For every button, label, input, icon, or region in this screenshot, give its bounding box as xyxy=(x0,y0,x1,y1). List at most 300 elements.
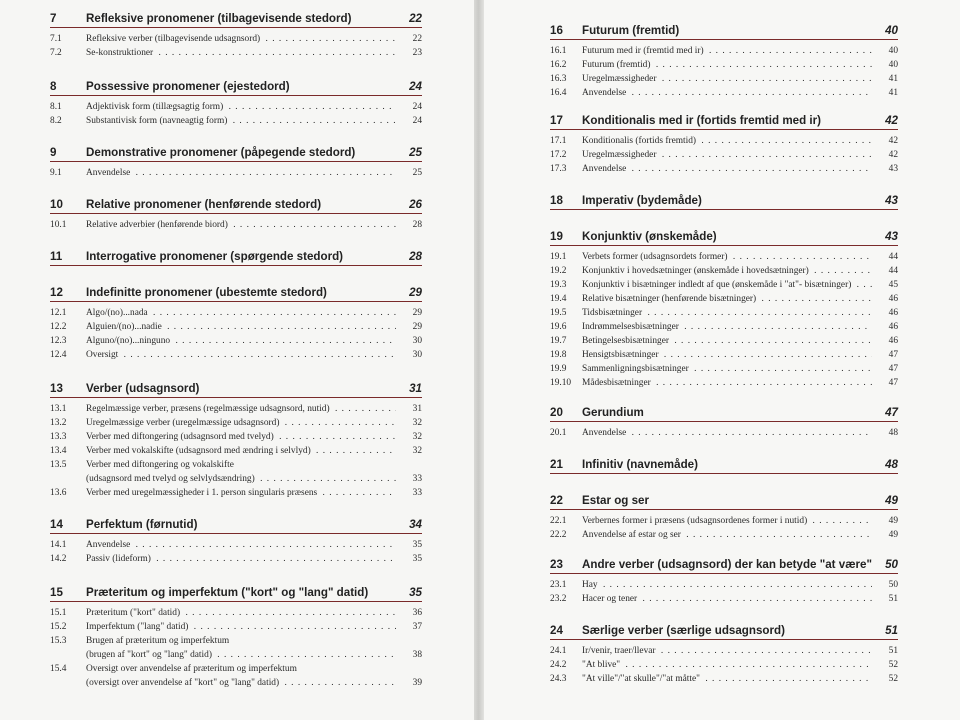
section-title-text: (oversigt over anvendelse af "kort" og "lang" datid) xyxy=(86,678,280,688)
section-page-number: 29 xyxy=(412,322,422,332)
section-title-text: Anvendelse xyxy=(582,88,627,98)
toc-entry xyxy=(50,334,422,348)
section-page-number: 47 xyxy=(888,350,898,360)
section-title xyxy=(86,430,396,444)
section-title-text: Verber med diftongering og vokalskifte xyxy=(86,460,234,470)
section-number: 17.3 xyxy=(550,164,567,174)
section-page-number: 35 xyxy=(412,540,422,550)
section-title-text: Relative adverbier (henførende biord) xyxy=(86,220,228,230)
section-title-line xyxy=(582,426,872,440)
section-page-number: 29 xyxy=(412,308,422,318)
section-page-number: 45 xyxy=(888,280,898,290)
chapter-9 xyxy=(50,144,422,180)
section-title xyxy=(582,148,872,162)
section-number: 15.3 xyxy=(50,636,67,646)
section-title-text: Konjunktiv i bisætninger indledt af que (ønskemåde i "at"- bisætninger) xyxy=(582,280,852,290)
chapter-title: Infinitiv (navnemåde) xyxy=(582,458,698,471)
section-list xyxy=(50,218,422,232)
section-page-number: 35 xyxy=(412,554,422,564)
section-title-text: Futurum (fremtid) xyxy=(582,60,651,70)
section-title-line xyxy=(582,658,872,672)
section-title xyxy=(582,376,872,390)
toc-entry xyxy=(50,416,422,430)
chapter-number: 8 xyxy=(50,80,57,93)
section-title-text: Oversigt xyxy=(86,350,119,360)
toc-entry xyxy=(550,334,898,348)
section-page-number: 49 xyxy=(888,516,898,526)
chapter-heading xyxy=(50,78,422,96)
section-page-number: 37 xyxy=(412,622,422,632)
chapter-number: 20 xyxy=(550,406,563,419)
chapter-page-number: 49 xyxy=(885,494,898,507)
section-title-line xyxy=(582,592,872,606)
section-title-text: (udsagnsord med tvelyd og selvlydsændring) xyxy=(86,474,255,484)
chapter-title: Konditionalis med ir (fortids fremtid med ir) xyxy=(582,114,821,127)
toc-entry xyxy=(50,444,422,458)
section-title xyxy=(86,100,396,114)
section-title-text: Præteritum ("kort" datid) xyxy=(86,608,181,618)
chapter-title: Verber (udsagnsord) xyxy=(86,382,200,395)
section-list xyxy=(550,644,898,686)
section-title xyxy=(86,114,396,128)
chapter-13 xyxy=(50,380,422,500)
section-title-line xyxy=(86,486,396,500)
toc-entry xyxy=(550,250,898,264)
section-title-line xyxy=(582,514,872,528)
section-title xyxy=(582,292,872,306)
section-list xyxy=(50,606,422,690)
chapter-number: 17 xyxy=(550,114,563,127)
chapter-title: Demonstrative pronomener (påpegende stedord) xyxy=(86,146,356,159)
section-title-text: Substantivisk form (navneagtig form) xyxy=(86,116,228,126)
section-list xyxy=(550,426,898,440)
chapter-page-number: 47 xyxy=(885,406,898,419)
section-page-number: 40 xyxy=(888,60,898,70)
section-number: 14.2 xyxy=(50,554,67,564)
section-title-line xyxy=(582,528,872,542)
section-title-line xyxy=(86,46,396,60)
section-title xyxy=(582,264,872,278)
section-number: 17.1 xyxy=(550,136,567,146)
section-page-number: 39 xyxy=(412,678,422,688)
chapter-heading xyxy=(50,144,422,162)
section-list xyxy=(550,250,898,390)
section-list xyxy=(550,514,898,542)
section-title-line xyxy=(86,606,396,620)
section-title xyxy=(86,306,396,320)
toc-entry xyxy=(50,634,422,662)
chapter-title: Interrogative pronomener (spørgende stedord) xyxy=(86,250,344,263)
toc-entry xyxy=(550,362,898,376)
chapter-heading xyxy=(550,556,898,574)
chapter-page-number: 51 xyxy=(885,624,898,637)
chapter-title: Futurum (fremtid) xyxy=(582,24,680,37)
section-list xyxy=(50,306,422,362)
chapter-heading xyxy=(50,584,422,602)
section-title xyxy=(86,634,396,662)
chapter-title: Perfektum (førnutid) xyxy=(86,518,198,531)
section-list xyxy=(50,166,422,180)
section-page-number: 24 xyxy=(412,116,422,126)
toc-entry xyxy=(550,264,898,278)
section-title-line xyxy=(582,306,872,320)
toc-entry xyxy=(50,402,422,416)
chapter-page-number: 22 xyxy=(409,12,422,25)
book-gutter xyxy=(474,0,484,720)
chapter-heading xyxy=(550,622,898,640)
section-title xyxy=(582,58,872,72)
section-title-text: Verbernes former i præsens (udsagnsordenes former i nutid) xyxy=(582,516,808,526)
section-title-line xyxy=(582,278,872,292)
section-number: 19.4 xyxy=(550,294,567,304)
toc-entry xyxy=(550,86,898,100)
section-page-number: 46 xyxy=(888,308,898,318)
section-page-number: 50 xyxy=(888,580,898,590)
section-title-line xyxy=(86,458,396,472)
section-list xyxy=(50,538,422,566)
chapter-heading xyxy=(550,228,898,246)
section-page-number: 51 xyxy=(888,646,898,656)
chapter-heading xyxy=(50,284,422,302)
section-title-line xyxy=(86,416,396,430)
section-number: 22.2 xyxy=(550,530,567,540)
section-title-line xyxy=(86,306,396,320)
chapter-number: 11 xyxy=(50,250,63,263)
toc-entry xyxy=(550,578,898,592)
section-title xyxy=(86,606,396,620)
chapter-page-number: 24 xyxy=(409,80,422,93)
chapter-page-number: 43 xyxy=(885,194,898,207)
chapter-heading xyxy=(550,404,898,422)
chapter-17 xyxy=(550,112,898,176)
chapter-title: Relative pronomener (henførende stedord) xyxy=(86,198,322,211)
section-title-text: Ir/venir, traer/llevar xyxy=(582,646,656,656)
chapter-heading xyxy=(550,456,898,474)
section-title xyxy=(86,620,396,634)
section-title xyxy=(582,250,872,264)
section-number: 12.3 xyxy=(50,336,67,346)
section-title-line xyxy=(582,672,872,686)
section-title-text: Konditionalis (fortids fremtid) xyxy=(582,136,697,146)
chapter-number: 18 xyxy=(550,194,563,207)
toc-entry xyxy=(550,592,898,606)
section-number: 15.4 xyxy=(50,664,67,674)
toc-entry xyxy=(50,430,422,444)
section-page-number: 51 xyxy=(888,594,898,604)
chapter-heading xyxy=(50,196,422,214)
toc-entry xyxy=(50,218,422,232)
section-list xyxy=(550,134,898,176)
chapter-8 xyxy=(50,78,422,128)
toc-entry xyxy=(50,114,422,128)
section-number: 24.2 xyxy=(550,660,567,670)
section-page-number: 42 xyxy=(888,150,898,160)
section-title-line xyxy=(86,32,396,46)
section-title-line xyxy=(582,362,872,376)
chapter-12 xyxy=(50,284,422,362)
section-title-line xyxy=(86,676,396,690)
section-title-text: Mådesbisætninger xyxy=(582,378,651,388)
toc-entry xyxy=(50,46,422,60)
section-title-text: "At ville"/"at skulle"/"at måtte" xyxy=(582,674,700,684)
section-title-line xyxy=(86,100,396,114)
section-number: 16.4 xyxy=(550,88,567,98)
section-title xyxy=(86,166,396,180)
chapter-page-number: 28 xyxy=(409,250,422,263)
chapter-15 xyxy=(50,584,422,690)
chapter-number: 15 xyxy=(50,586,63,599)
section-title xyxy=(582,592,872,606)
left-page xyxy=(0,0,474,720)
section-title-text: Imperfektum ("lang" datid) xyxy=(86,622,189,632)
toc-entry xyxy=(50,100,422,114)
toc-entry xyxy=(550,644,898,658)
section-title-text: Relative bisætninger (henførende bisætninger) xyxy=(582,294,757,304)
section-title-text: Anvendelse xyxy=(86,540,131,550)
chapter-title: Andre verber (udsagnsord) der kan betyde "at være" xyxy=(582,558,872,571)
section-page-number: 52 xyxy=(888,660,898,670)
section-page-number: 32 xyxy=(412,418,422,428)
section-title-text: (brugen af "kort" og "lang" datid) xyxy=(86,650,212,660)
chapter-number: 13 xyxy=(50,382,63,395)
toc-entry xyxy=(50,320,422,334)
section-number: 19.7 xyxy=(550,336,567,346)
section-title-text: Refleksive verber (tilbagevisende udsagnsord) xyxy=(86,34,261,44)
section-title xyxy=(86,320,396,334)
toc-entry xyxy=(50,538,422,552)
toc-entry xyxy=(550,348,898,362)
section-title-text: Oversigt over anvendelse af præteritum og imperfektum xyxy=(86,664,297,674)
section-title xyxy=(582,134,872,148)
section-number: 13.1 xyxy=(50,404,67,414)
section-number: 13.5 xyxy=(50,460,67,470)
section-title xyxy=(582,528,872,542)
section-number: 24.3 xyxy=(550,674,567,684)
chapter-heading xyxy=(50,516,422,534)
section-title-line xyxy=(582,578,872,592)
section-title-line xyxy=(86,348,396,362)
section-title-text: Uregelmæssigheder xyxy=(582,150,657,160)
chapter-title: Estar og ser xyxy=(582,494,650,507)
chapter-page-number: 29 xyxy=(409,286,422,299)
toc-entry xyxy=(550,672,898,686)
section-page-number: 44 xyxy=(888,252,898,262)
toc-entry xyxy=(50,552,422,566)
toc-entry xyxy=(50,606,422,620)
section-title-text: Hay xyxy=(582,580,598,590)
section-list xyxy=(50,100,422,128)
chapter-number: 12 xyxy=(50,286,63,299)
toc-entry xyxy=(50,486,422,500)
section-title xyxy=(582,426,872,440)
section-page-number: 47 xyxy=(888,378,898,388)
section-title xyxy=(582,578,872,592)
toc-entry xyxy=(550,58,898,72)
section-title xyxy=(582,644,872,658)
section-number: 8.1 xyxy=(50,102,62,112)
section-title-text: Alguno/(no)...ninguno xyxy=(86,336,171,346)
chapter-page-number: 26 xyxy=(409,198,422,211)
toc-entry xyxy=(50,620,422,634)
section-title-text: Adjektivisk form (tillægsagtig form) xyxy=(86,102,224,112)
toc-entry xyxy=(550,44,898,58)
section-page-number: 46 xyxy=(888,336,898,346)
section-title-line xyxy=(86,472,396,486)
section-title xyxy=(582,514,872,528)
chapter-heading xyxy=(550,492,898,510)
section-number: 12.1 xyxy=(50,308,67,318)
section-number: 8.2 xyxy=(50,116,62,126)
section-title xyxy=(86,32,396,46)
chapter-heading xyxy=(550,192,898,210)
section-title-text: Uregelmæssige verber (uregelmæssige udsagnsord) xyxy=(86,418,280,428)
section-number: 13.3 xyxy=(50,432,67,442)
section-title-line xyxy=(86,620,396,634)
section-title-text: Anvendelse af estar og ser xyxy=(582,530,681,540)
section-title-line xyxy=(582,644,872,658)
chapter-heading xyxy=(550,22,898,40)
section-title-line xyxy=(86,634,396,648)
section-title-line xyxy=(86,334,396,348)
section-title xyxy=(86,416,396,430)
section-page-number: 49 xyxy=(888,530,898,540)
section-number: 22.1 xyxy=(550,516,567,526)
chapter-21 xyxy=(550,456,898,474)
chapter-number: 21 xyxy=(550,458,563,471)
chapter-19 xyxy=(550,228,898,390)
chapter-number: 23 xyxy=(550,558,563,571)
section-title xyxy=(582,334,872,348)
section-title-line xyxy=(86,320,396,334)
chapter-title: Imperativ (bydemåde) xyxy=(582,194,702,207)
section-title-line xyxy=(582,44,872,58)
section-title-line xyxy=(86,402,396,416)
toc-entry xyxy=(550,658,898,672)
section-title xyxy=(582,658,872,672)
chapter-heading xyxy=(50,380,422,398)
section-title xyxy=(582,72,872,86)
chapter-title: Præteritum og imperfektum ("kort" og "lang" datid) xyxy=(86,586,369,599)
section-number: 19.8 xyxy=(550,350,567,360)
section-title xyxy=(582,362,872,376)
section-title-text: Alguien/(no)...nadie xyxy=(86,322,162,332)
section-number: 23.2 xyxy=(550,594,567,604)
section-title-line xyxy=(582,72,872,86)
section-number: 13.2 xyxy=(50,418,67,428)
chapter-23 xyxy=(550,556,898,606)
section-title xyxy=(86,348,396,362)
chapter-title: Særlige verber (særlige udsagnsord) xyxy=(582,624,785,637)
toc-entry xyxy=(50,458,422,486)
section-title-line xyxy=(582,134,872,148)
toc-entry xyxy=(50,166,422,180)
section-title-text: Verbets former (udsagnsordets former) xyxy=(582,252,728,262)
section-number: 13.4 xyxy=(50,446,67,456)
section-page-number: 46 xyxy=(888,294,898,304)
section-page-number: 32 xyxy=(412,432,422,442)
section-page-number: 48 xyxy=(888,428,898,438)
chapter-title: Gerundium xyxy=(582,406,644,419)
section-title xyxy=(582,278,872,292)
section-title-text: Regelmæssige verber, præsens (regelmæssige udsagnsord, nutid) xyxy=(86,404,330,414)
section-number: 19.6 xyxy=(550,322,567,332)
section-title-line xyxy=(86,552,396,566)
chapter-title: Refleksive pronomener (tilbagevisende stedord) xyxy=(86,12,352,25)
section-title-text: Verber med uregelmæssigheder i 1. person singularis præsens xyxy=(86,488,318,498)
chapter-page-number: 35 xyxy=(409,586,422,599)
section-title xyxy=(86,662,396,690)
section-title-text: Verber med vokalskifte (udsagnsord med ændring i selvlyd) xyxy=(86,446,311,456)
toc-entry xyxy=(550,72,898,86)
toc-entry xyxy=(550,528,898,542)
section-page-number: 43 xyxy=(888,164,898,174)
section-title-text: Sammenligningsbisætninger xyxy=(582,364,689,374)
section-page-number: 38 xyxy=(412,650,422,660)
section-title-line xyxy=(582,148,872,162)
section-title-line xyxy=(86,218,396,232)
toc-entry xyxy=(550,426,898,440)
chapter-page-number: 25 xyxy=(409,146,422,159)
chapter-title: Indefinitte pronomener (ubestemte stedord) xyxy=(86,286,327,299)
chapter-14 xyxy=(50,516,422,566)
section-number: 10.1 xyxy=(50,220,67,230)
section-title-line xyxy=(86,166,396,180)
toc-entry xyxy=(550,162,898,176)
section-number: 14.1 xyxy=(50,540,67,550)
section-number: 9.1 xyxy=(50,168,62,178)
toc-entry xyxy=(50,662,422,690)
section-list xyxy=(50,402,422,500)
chapter-7 xyxy=(50,10,422,60)
section-title-line xyxy=(582,86,872,100)
section-page-number: 23 xyxy=(412,48,422,58)
section-title-line xyxy=(582,292,872,306)
chapter-page-number: 34 xyxy=(409,518,422,531)
section-page-number: 31 xyxy=(412,404,422,414)
section-title xyxy=(582,162,872,176)
chapter-number: 24 xyxy=(550,624,563,637)
section-title-text: Betingelsesbisætninger xyxy=(582,336,669,346)
section-title-line xyxy=(582,264,872,278)
chapter-number: 19 xyxy=(550,230,563,243)
section-title-text: Tidsbisætninger xyxy=(582,308,643,318)
section-title-line xyxy=(86,430,396,444)
chapter-24 xyxy=(550,622,898,686)
section-title-line xyxy=(86,444,396,458)
section-title xyxy=(86,46,396,60)
section-page-number: 47 xyxy=(888,364,898,374)
chapter-16 xyxy=(550,22,898,100)
section-number: 19.9 xyxy=(550,364,567,374)
toc-entry xyxy=(50,348,422,362)
section-page-number: 44 xyxy=(888,266,898,276)
chapter-18 xyxy=(550,192,898,210)
chapter-page-number: 43 xyxy=(885,230,898,243)
chapter-number: 9 xyxy=(50,146,57,159)
section-title-text: Se-konstruktioner xyxy=(86,48,154,58)
section-number: 7.1 xyxy=(50,34,62,44)
section-number: 19.5 xyxy=(550,308,567,318)
section-title-text: Brugen af præteritum og imperfektum xyxy=(86,636,230,646)
chapter-page-number: 31 xyxy=(409,382,422,395)
chapter-heading xyxy=(50,10,422,28)
section-title xyxy=(86,458,396,486)
chapter-title: Possessive pronomener (ejestedord) xyxy=(86,80,290,93)
section-title-line xyxy=(582,250,872,264)
section-title xyxy=(86,486,396,500)
section-page-number: 41 xyxy=(888,74,898,84)
section-number: 15.1 xyxy=(50,608,67,618)
